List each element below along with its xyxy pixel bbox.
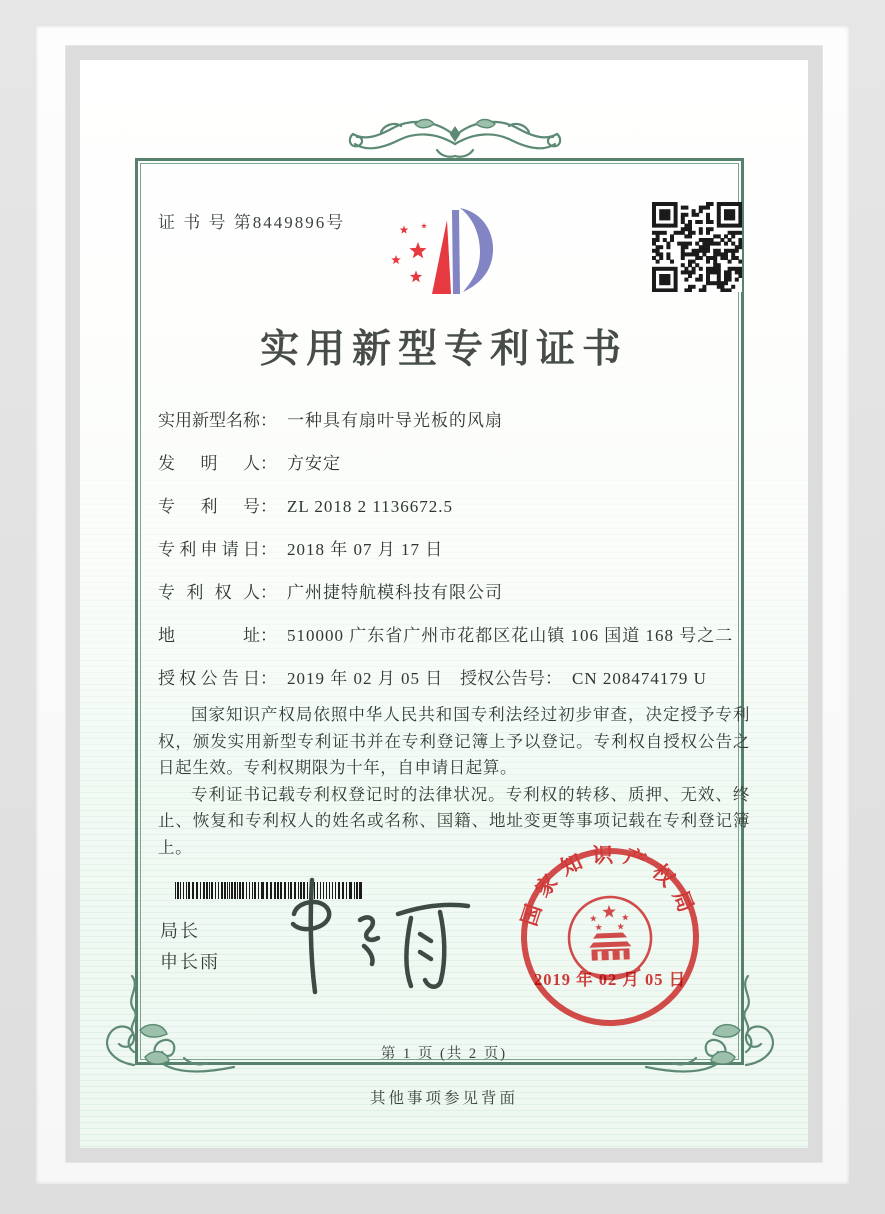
field-label: 专利号 bbox=[158, 497, 260, 516]
field-value: 一种具有扇叶导光板的风扇 bbox=[287, 411, 503, 430]
svg-text:国家知识产权局 bbox=[514, 840, 702, 930]
field-value: 2018 年 07 月 17 日 bbox=[287, 540, 444, 559]
field-row-filing-date bbox=[158, 535, 748, 559]
body-paragraph-2: 专利证书记载专利权登记时的法律状况。专利权的转移、质押、无效、终止、恢复和专利权人的姓名或名称、国籍、地址变更等事项记载在专利登记簿上。 bbox=[158, 784, 750, 857]
field-value: CN 208474179 U bbox=[572, 669, 707, 688]
field-label: 授权公告号 bbox=[460, 669, 545, 688]
field-label: 授权公告日 bbox=[158, 669, 260, 688]
field-row-patent-number bbox=[158, 492, 748, 516]
field-value: 510000 广东省广州市花都区花山镇 106 国道 168 号之二 bbox=[287, 626, 734, 645]
colon: ： bbox=[260, 411, 277, 430]
field-label: 地址 bbox=[158, 626, 260, 645]
field-label: 专利申请日 bbox=[158, 540, 260, 559]
official-red-seal bbox=[512, 839, 709, 1036]
signer-title: 局长 bbox=[160, 921, 200, 941]
field-row-patentee bbox=[158, 578, 748, 602]
field-value: 方安定 bbox=[287, 454, 341, 473]
qr-code-icon bbox=[652, 202, 742, 292]
colon: ： bbox=[260, 454, 277, 473]
field-value: ZL 2018 2 1136672.5 bbox=[287, 497, 454, 516]
handwritten-signature-icon bbox=[270, 872, 480, 997]
top-flourish-ornament-icon bbox=[345, 110, 565, 164]
field-row-address bbox=[158, 621, 748, 645]
signer-name: 申长雨 bbox=[160, 952, 220, 972]
colon: ： bbox=[260, 669, 277, 688]
field-label: 实用新型名称 bbox=[158, 411, 260, 430]
field-label: 专利权人 bbox=[158, 583, 260, 602]
colon: ： bbox=[260, 583, 277, 602]
field-value: 2019 年 02 月 05 日 bbox=[287, 669, 444, 688]
body-paragraph-1: 国家知识产权局依照中华人民共和国专利法经过初步审查，决定授予专利权，颁发实用新型专利证书并在专利登记簿上予以登记。专利权自授权公告之日起生效。专利权期限为十年，自申请日起算。 bbox=[158, 705, 750, 777]
cnipa-logo-icon bbox=[380, 202, 495, 302]
field-value: 广州捷特航模科技有限公司 bbox=[287, 583, 503, 602]
field-label: 发明人 bbox=[158, 454, 260, 473]
field-row-inventor bbox=[158, 449, 748, 473]
seal-ring-text: 国家知识产权局 bbox=[516, 842, 702, 929]
certificate-paper bbox=[80, 60, 808, 1148]
back-side-note: 其他事项参见背面 bbox=[369, 1090, 518, 1107]
colon: ： bbox=[260, 497, 277, 516]
seal-date: 2019 年 02 月 05 日 bbox=[533, 970, 687, 989]
field-row-utility-model-name bbox=[158, 406, 748, 430]
colon: ： bbox=[260, 540, 277, 559]
colon: ： bbox=[545, 669, 562, 688]
field-grant-number bbox=[460, 664, 707, 689]
certificate-number: 证 书 号 第8449896号 bbox=[158, 213, 346, 232]
seal-icon bbox=[512, 839, 709, 1036]
page-number: 第 1 页 (共 2 页) bbox=[380, 1046, 508, 1062]
certificate-body-text bbox=[158, 702, 750, 861]
certificate-title: 实用新型专利证书 bbox=[259, 328, 628, 371]
colon: ： bbox=[260, 626, 277, 645]
field-row-grant bbox=[158, 664, 748, 688]
bottom-left-flourish-ornament-icon bbox=[88, 972, 238, 1084]
certificate-fields bbox=[158, 406, 748, 707]
signer-block bbox=[160, 916, 220, 978]
